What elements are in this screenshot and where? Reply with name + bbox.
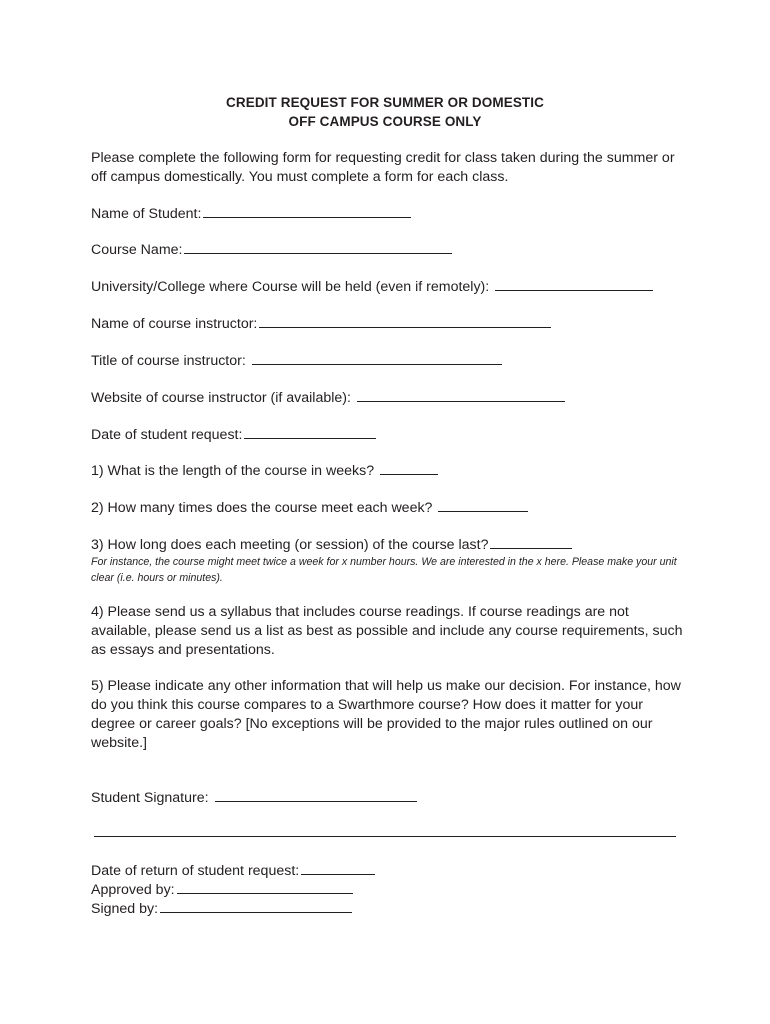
- approved-by-label: Approved by:: [91, 882, 175, 898]
- instructor-website-label: Website of course instructor (if available):: [91, 390, 351, 406]
- student-name-field: [91, 205, 411, 222]
- instructor-name-label: Name of course instructor:: [91, 316, 258, 332]
- instructor-title-blank[interactable]: [252, 352, 502, 365]
- question-3-blank[interactable]: [490, 536, 572, 549]
- question-1-text: 1) What is the length of the course in weeks?: [91, 463, 375, 479]
- course-name-blank[interactable]: [184, 241, 452, 254]
- student-name-label: Name of Student:: [91, 206, 202, 222]
- section-divider: [94, 836, 676, 837]
- student-signature-label: Student Signature:: [91, 790, 209, 806]
- request-date-label: Date of student request:: [91, 427, 243, 443]
- return-date-label: Date of return of student request:: [91, 863, 300, 879]
- instructor-website-field: [91, 389, 565, 406]
- university-blank[interactable]: [495, 278, 653, 291]
- university-field: [91, 278, 653, 295]
- question-3-note: For instance, the course might meet twice a week for x number hours. We are interested in the x here. Please make your unit clear (i.e. hours or minutes).: [91, 556, 677, 584]
- form-title-line-1: CREDIT REQUEST FOR SUMMER OR DOMESTIC: [226, 95, 544, 110]
- return-date-field: [91, 862, 375, 879]
- student-signature-field: [91, 789, 417, 806]
- instructor-name-blank[interactable]: [259, 315, 551, 328]
- approved-by-field: [91, 881, 353, 898]
- request-date-field: [91, 426, 376, 443]
- instructor-title-field: [91, 352, 502, 369]
- approved-by-blank[interactable]: [177, 881, 353, 894]
- return-date-blank[interactable]: [301, 862, 375, 875]
- request-date-blank[interactable]: [244, 426, 376, 439]
- question-3: [91, 536, 572, 553]
- university-label: University/College where Course will be held (even if remotely):: [91, 279, 490, 295]
- question-4: 4) Please send us a syllabus that includes course readings. If course readings are not available, please send us a list as best as possible and include any course requirements, such as essays and presentations.: [91, 604, 683, 658]
- question-1: [91, 462, 438, 479]
- instructor-title-label: Title of course instructor:: [91, 353, 246, 369]
- course-name-label: Course Name:: [91, 242, 183, 258]
- instructor-website-blank[interactable]: [357, 389, 565, 402]
- form-title-line-2: OFF CAMPUS COURSE ONLY: [288, 114, 482, 129]
- instructor-name-field: [91, 315, 551, 332]
- signed-by-label: Signed by:: [91, 901, 159, 917]
- signed-by-blank[interactable]: [160, 900, 352, 913]
- student-name-blank[interactable]: [203, 205, 411, 218]
- intro-paragraph: Please complete the following form for requesting credit for class taken during the summer or off campus domestically. You must complete a form for each class.: [91, 150, 675, 185]
- question-2: [91, 499, 528, 516]
- question-5: 5) Please indicate any other information that will help us make our decision. For instance, how do you think this course compares to a Swarthmore course? How does it matter for your degree or career goals? [No exceptions will be provided to the major rules outlined on our website.]: [91, 678, 681, 751]
- question-3-text: 3) How long does each meeting (or session) of the course last?: [91, 537, 489, 553]
- question-1-blank[interactable]: [380, 462, 438, 475]
- question-2-text: 2) How many times does the course meet each week?: [91, 500, 433, 516]
- signed-by-field: [91, 900, 352, 917]
- course-name-field: [91, 241, 452, 258]
- question-2-blank[interactable]: [438, 499, 528, 512]
- student-signature-blank[interactable]: [215, 789, 417, 802]
